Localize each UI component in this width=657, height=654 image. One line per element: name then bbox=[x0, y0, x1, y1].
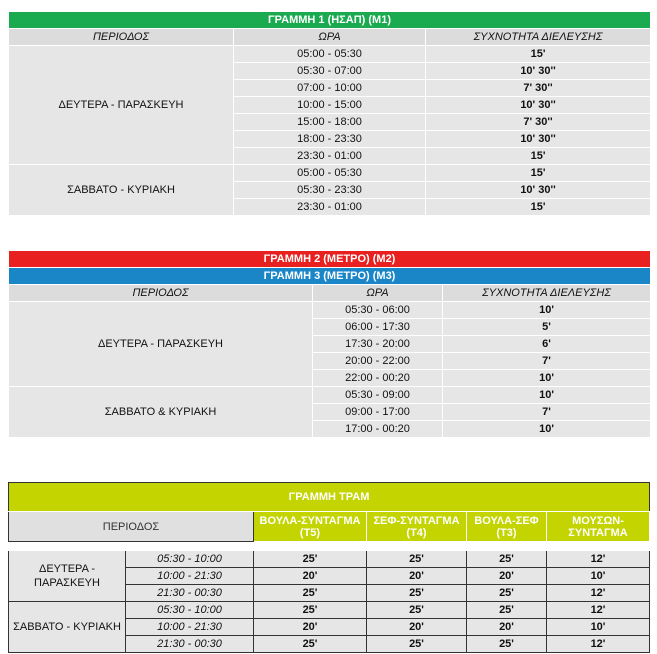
frequency-cell: 7' bbox=[443, 404, 651, 421]
time-cell: 18:00 - 23:30 bbox=[234, 131, 426, 148]
frequency-cell: 20' bbox=[367, 568, 467, 585]
frequency-cell: 10' bbox=[443, 387, 651, 404]
time-cell: 10:00 - 21:30 bbox=[126, 568, 254, 585]
period-header: ΠΕΡΙΟΔΟΣ bbox=[9, 512, 254, 542]
period-weekend: ΣΑΒΒΑΤΟ & ΚΥΡΙΑΚΗ bbox=[9, 387, 313, 438]
frequency-cell: 10' bbox=[443, 421, 651, 438]
time-cell: 05:30 - 09:00 bbox=[313, 387, 443, 404]
frequency-cell: 25' bbox=[367, 602, 467, 619]
time-cell: 20:00 - 22:00 bbox=[313, 353, 443, 370]
time-cell: 05:00 - 05:30 bbox=[234, 46, 426, 63]
frequency-cell: 20' bbox=[467, 568, 547, 585]
time-cell: 10:00 - 21:30 bbox=[126, 619, 254, 636]
frequency-cell: 15' bbox=[426, 199, 651, 216]
frequency-cell: 10' 30'' bbox=[426, 63, 651, 80]
frequency-cell: 25' bbox=[254, 551, 367, 568]
frequency-cell: 25' bbox=[367, 636, 467, 653]
frequency-cell: 10' bbox=[547, 568, 650, 585]
time-cell: 05:30 - 10:00 bbox=[126, 551, 254, 568]
route-header-mouson: ΜΟΥΣΩΝ-ΣΥΝΤΑΓΜΑ bbox=[547, 512, 650, 542]
frequency-cell: 25' bbox=[367, 551, 467, 568]
tram-title: ΓΡΑΜΜΗ ΤΡΑΜ bbox=[9, 483, 650, 512]
frequency-cell: 20' bbox=[254, 619, 367, 636]
frequency-cell: 15' bbox=[426, 46, 651, 63]
route-header-t5: ΒΟΥΛΑ-ΣΥΝΤΑΓΜΑ (Τ5) bbox=[254, 512, 367, 542]
tram-schedule-table bbox=[8, 482, 650, 653]
line2-title: ΓΡΑΜΜΗ 2 (ΜΕΤΡΟ) (Μ2) bbox=[9, 251, 651, 268]
time-header: ΩΡΑ bbox=[234, 29, 426, 46]
period-header: ΠΕΡΙΟΔΟΣ bbox=[9, 285, 313, 302]
frequency-cell: 10' bbox=[547, 619, 650, 636]
time-cell: 05:30 - 06:00 bbox=[313, 302, 443, 319]
frequency-cell: 10' 30'' bbox=[426, 182, 651, 199]
frequency-header: ΣΥΧΝΟΤΗΤΑ ΔΙΕΛΕΥΣΗΣ bbox=[426, 29, 651, 46]
frequency-cell: 25' bbox=[254, 636, 367, 653]
frequency-cell: 25' bbox=[254, 585, 367, 602]
frequency-cell: 25' bbox=[367, 585, 467, 602]
frequency-header: ΣΥΧΝΟΤΗΤΑ ΔΙΕΛΕΥΣΗΣ bbox=[443, 285, 651, 302]
frequency-cell: 10' bbox=[443, 370, 651, 387]
frequency-cell: 15' bbox=[426, 165, 651, 182]
frequency-cell: 7' bbox=[443, 353, 651, 370]
period-weekdays: ΔΕΥΤΕΡΑ - ΠΑΡΑΣΚΕΥΗ bbox=[9, 46, 234, 165]
time-cell: 15:00 - 18:00 bbox=[234, 114, 426, 131]
frequency-cell: 25' bbox=[467, 585, 547, 602]
time-cell: 23:30 - 01:00 bbox=[234, 199, 426, 216]
frequency-cell: 6' bbox=[443, 336, 651, 353]
period-weekend: ΣΑΒΒΑΤΟ - ΚΥΡΙΑΚΗ bbox=[9, 602, 126, 653]
time-cell: 10:00 - 15:00 bbox=[234, 97, 426, 114]
line2-3-schedule-table bbox=[8, 250, 651, 438]
time-cell: 23:30 - 01:00 bbox=[234, 148, 426, 165]
frequency-cell: 12' bbox=[547, 551, 650, 568]
time-cell: 22:00 - 00:20 bbox=[313, 370, 443, 387]
time-header: ΩΡΑ bbox=[313, 285, 443, 302]
frequency-cell: 25' bbox=[467, 636, 547, 653]
frequency-cell: 20' bbox=[254, 568, 367, 585]
route-header-t3: ΒΟΥΛΑ-ΣΕΦ (Τ3) bbox=[467, 512, 547, 542]
period-weekend: ΣΑΒΒΑΤΟ - ΚΥΡΙΑΚΗ bbox=[9, 165, 234, 216]
line3-title: ΓΡΑΜΜΗ 3 (ΜΕΤΡΟ) (Μ3) bbox=[9, 268, 651, 285]
line1-schedule-table bbox=[8, 11, 651, 216]
period-header: ΠΕΡΙΟΔΟΣ bbox=[9, 29, 234, 46]
frequency-cell: 7' 30'' bbox=[426, 80, 651, 97]
time-cell: 09:00 - 17:00 bbox=[313, 404, 443, 421]
period-weekdays: ΔΕΥΤΕΡΑ - ΠΑΡΑΣΚΕΥΗ bbox=[9, 551, 126, 602]
spacer bbox=[9, 542, 650, 551]
frequency-cell: 15' bbox=[426, 148, 651, 165]
time-cell: 07:00 - 10:00 bbox=[234, 80, 426, 97]
period-weekdays: ΔΕΥΤΕΡΑ - ΠΑΡΑΣΚΕΥΗ bbox=[9, 302, 313, 387]
frequency-cell: 5' bbox=[443, 319, 651, 336]
frequency-cell: 12' bbox=[547, 602, 650, 619]
time-cell: 21:30 - 00:30 bbox=[126, 585, 254, 602]
frequency-cell: 25' bbox=[467, 602, 547, 619]
frequency-cell: 20' bbox=[367, 619, 467, 636]
time-cell: 05:30 - 07:00 bbox=[234, 63, 426, 80]
frequency-cell: 10' 30'' bbox=[426, 97, 651, 114]
time-cell: 05:00 - 05:30 bbox=[234, 165, 426, 182]
time-cell: 21:30 - 00:30 bbox=[126, 636, 254, 653]
route-header-t4: ΣΕΦ-ΣΥΝΤΑΓΜΑ (Τ4) bbox=[367, 512, 467, 542]
time-cell: 17:30 - 20:00 bbox=[313, 336, 443, 353]
time-cell: 06:00 - 17:30 bbox=[313, 319, 443, 336]
time-cell: 05:30 - 23:30 bbox=[234, 182, 426, 199]
time-cell: 17:00 - 00:20 bbox=[313, 421, 443, 438]
frequency-cell: 7' 30'' bbox=[426, 114, 651, 131]
frequency-cell: 12' bbox=[547, 636, 650, 653]
frequency-cell: 20' bbox=[467, 619, 547, 636]
frequency-cell: 25' bbox=[254, 602, 367, 619]
time-cell: 05:30 - 10:00 bbox=[126, 602, 254, 619]
frequency-cell: 10' 30'' bbox=[426, 131, 651, 148]
frequency-cell: 12' bbox=[547, 585, 650, 602]
frequency-cell: 10' bbox=[443, 302, 651, 319]
line1-title: ΓΡΑΜΜΗ 1 (ΗΣΑΠ) (Μ1) bbox=[9, 12, 651, 29]
frequency-cell: 25' bbox=[467, 551, 547, 568]
